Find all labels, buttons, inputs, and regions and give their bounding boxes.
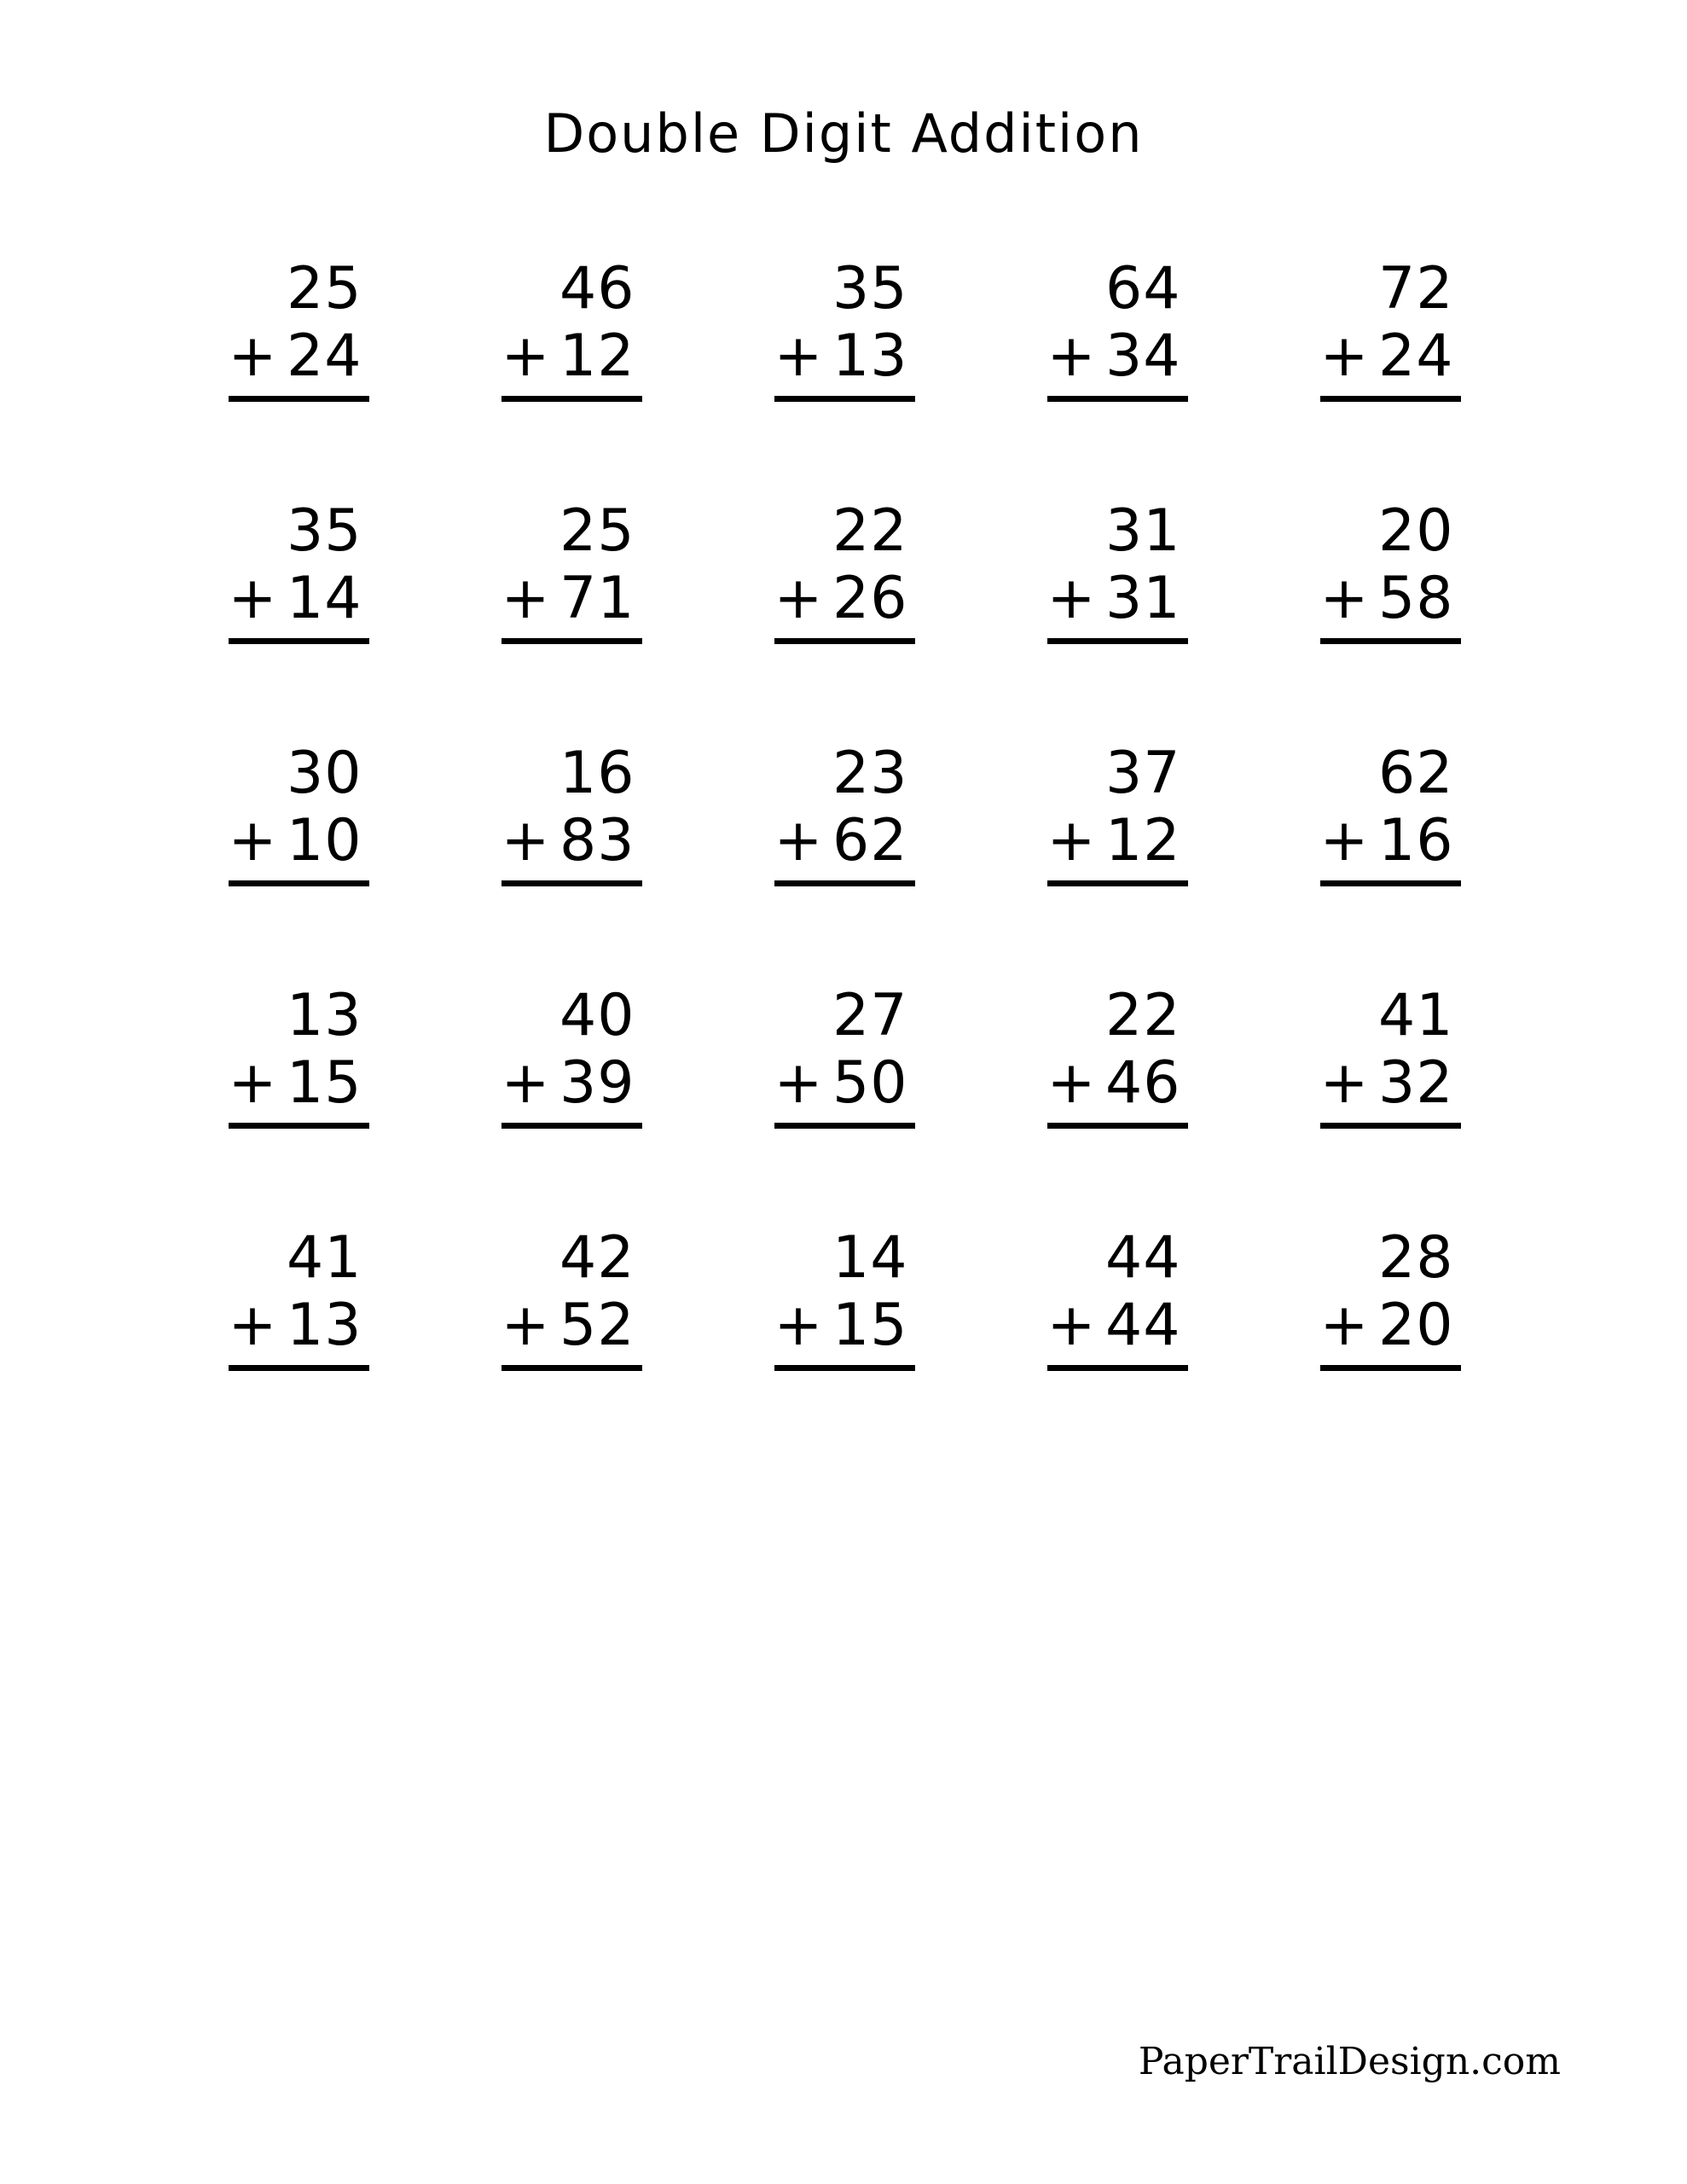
problem-21	[162, 1225, 435, 1406]
addend-bottom-row	[501, 808, 642, 875]
sum-rule	[1320, 396, 1461, 402]
plus-sign-icon: +	[501, 1048, 551, 1117]
addend-top: 44	[1104, 1224, 1181, 1292]
addend-bottom: 58	[1377, 564, 1454, 632]
addend-top: 37	[1104, 740, 1181, 807]
addend-bottom: 34	[1104, 322, 1181, 390]
addend-bottom-row	[229, 1292, 369, 1360]
problem-16	[162, 983, 435, 1164]
addend-top: 42	[559, 1224, 635, 1292]
addend-bottom: 31	[1104, 564, 1181, 632]
plus-sign-icon: +	[228, 1291, 278, 1359]
addend-top: 35	[832, 255, 908, 322]
sum-rule	[229, 1365, 369, 1371]
addend-bottom-row	[1320, 1050, 1461, 1118]
addend-top: 25	[286, 255, 362, 322]
problem-11	[162, 741, 435, 921]
addend-bottom: 39	[559, 1048, 635, 1117]
sum-rule	[501, 1123, 642, 1129]
problem-7	[435, 498, 708, 679]
plus-sign-icon: +	[1046, 1291, 1097, 1359]
addend-top: 23	[832, 740, 908, 807]
sum-rule	[774, 880, 915, 886]
problem-24	[981, 1225, 1254, 1406]
addend-bottom-row	[501, 323, 642, 391]
addend-top: 64	[1104, 255, 1181, 322]
problem-19	[981, 983, 1254, 1164]
addend-bottom: 62	[832, 806, 908, 874]
addend-bottom: 26	[832, 564, 908, 632]
plus-sign-icon: +	[1319, 806, 1370, 874]
problem-25	[1254, 1225, 1527, 1406]
problem-5	[1254, 256, 1527, 437]
brand-credit: PaperTrailDesign.com	[1138, 2040, 1561, 2083]
problem-12	[435, 741, 708, 921]
plus-sign-icon: +	[228, 564, 278, 632]
sum-rule	[1320, 880, 1461, 886]
problem-6	[162, 498, 435, 679]
plus-sign-icon: +	[774, 1291, 824, 1359]
addend-bottom: 12	[1104, 806, 1181, 874]
sum-rule	[774, 396, 915, 402]
problem-13	[708, 741, 981, 921]
plus-sign-icon: +	[501, 564, 551, 632]
addend-bottom-row	[1047, 1050, 1188, 1118]
plus-sign-icon: +	[774, 564, 824, 632]
sum-rule	[774, 1123, 915, 1129]
addend-bottom: 10	[286, 806, 362, 874]
addend-bottom: 15	[832, 1291, 908, 1359]
problem-9	[981, 498, 1254, 679]
plus-sign-icon: +	[501, 322, 551, 390]
problem-15	[1254, 741, 1527, 921]
addend-bottom: 14	[286, 564, 362, 632]
addend-bottom-row	[774, 566, 915, 633]
addend-bottom: 13	[286, 1291, 362, 1359]
addend-top: 40	[559, 982, 635, 1049]
addend-top: 28	[1377, 1224, 1454, 1292]
addend-bottom: 16	[1377, 806, 1454, 874]
sum-rule	[1047, 396, 1188, 402]
addend-bottom-row	[1320, 323, 1461, 391]
addend-bottom-row	[774, 808, 915, 875]
plus-sign-icon: +	[228, 806, 278, 874]
sum-rule	[229, 1123, 369, 1129]
addend-bottom-row	[501, 1292, 642, 1360]
addend-top: 13	[286, 982, 362, 1049]
plus-sign-icon: +	[228, 1048, 278, 1117]
addend-top: 31	[1104, 497, 1181, 565]
plus-sign-icon: +	[774, 1048, 824, 1117]
problem-17	[435, 983, 708, 1164]
problem-10	[1254, 498, 1527, 679]
sum-rule	[774, 638, 915, 644]
problem-20	[1254, 983, 1527, 1164]
addend-top: 35	[286, 497, 362, 565]
addend-bottom: 24	[286, 322, 362, 390]
addend-bottom-row	[229, 323, 369, 391]
sum-rule	[1047, 638, 1188, 644]
addend-bottom-row	[1047, 1292, 1188, 1360]
addend-top: 14	[832, 1224, 908, 1292]
addend-bottom: 46	[1104, 1048, 1181, 1117]
plus-sign-icon: +	[1046, 1048, 1097, 1117]
plus-sign-icon: +	[1319, 322, 1370, 390]
addend-bottom-row	[1320, 566, 1461, 633]
sum-rule	[774, 1365, 915, 1371]
plus-sign-icon: +	[774, 806, 824, 874]
sum-rule	[1320, 638, 1461, 644]
plus-sign-icon: +	[774, 322, 824, 390]
addend-top: 41	[286, 1224, 362, 1292]
plus-sign-icon: +	[1046, 564, 1097, 632]
addend-top: 41	[1377, 982, 1454, 1049]
addend-bottom: 44	[1104, 1291, 1181, 1359]
addend-top: 27	[832, 982, 908, 1049]
addend-top: 16	[559, 740, 635, 807]
addend-bottom: 32	[1377, 1048, 1454, 1117]
plus-sign-icon: +	[1319, 1048, 1370, 1117]
sum-rule	[229, 880, 369, 886]
addend-bottom-row	[774, 1292, 915, 1360]
problem-4	[981, 256, 1254, 437]
addend-bottom-row	[229, 808, 369, 875]
addend-bottom: 24	[1377, 322, 1454, 390]
addend-top: 22	[1104, 982, 1181, 1049]
problem-18	[708, 983, 981, 1164]
addend-top: 62	[1377, 740, 1454, 807]
sum-rule	[501, 396, 642, 402]
addend-bottom: 15	[286, 1048, 362, 1117]
sum-rule	[501, 1365, 642, 1371]
problem-grid	[162, 256, 1527, 1406]
plus-sign-icon: +	[1046, 806, 1097, 874]
problem-23	[708, 1225, 981, 1406]
plus-sign-icon: +	[1319, 564, 1370, 632]
addend-top: 20	[1377, 497, 1454, 565]
sum-rule	[501, 638, 642, 644]
sum-rule	[1047, 1365, 1188, 1371]
addend-top: 25	[559, 497, 635, 565]
plus-sign-icon: +	[1046, 322, 1097, 390]
problem-3	[708, 256, 981, 437]
sum-rule	[229, 396, 369, 402]
problem-1	[162, 256, 435, 437]
addend-bottom-row	[1047, 808, 1188, 875]
addend-bottom-row	[501, 566, 642, 633]
addend-bottom-row	[1320, 808, 1461, 875]
addend-bottom-row	[774, 1050, 915, 1118]
addend-bottom: 20	[1377, 1291, 1454, 1359]
addend-bottom-row	[501, 1050, 642, 1118]
addend-bottom: 71	[559, 564, 635, 632]
problem-2	[435, 256, 708, 437]
addend-top: 46	[559, 255, 635, 322]
addend-bottom: 13	[832, 322, 908, 390]
addend-bottom-row	[1047, 566, 1188, 633]
plus-sign-icon: +	[501, 806, 551, 874]
sum-rule	[1047, 880, 1188, 886]
plus-sign-icon: +	[501, 1291, 551, 1359]
sum-rule	[501, 880, 642, 886]
addend-bottom-row	[1047, 323, 1188, 391]
addend-bottom: 12	[559, 322, 635, 390]
addend-top: 30	[286, 740, 362, 807]
addend-bottom-row	[1320, 1292, 1461, 1360]
addend-top: 22	[832, 497, 908, 565]
addend-top: 72	[1377, 255, 1454, 322]
sum-rule	[1320, 1365, 1461, 1371]
sum-rule	[1047, 1123, 1188, 1129]
plus-sign-icon: +	[1319, 1291, 1370, 1359]
addend-bottom-row	[229, 566, 369, 633]
addend-bottom-row	[774, 323, 915, 391]
problem-8	[708, 498, 981, 679]
problem-22	[435, 1225, 708, 1406]
addend-bottom: 50	[832, 1048, 908, 1117]
addend-bottom: 52	[559, 1291, 635, 1359]
sum-rule	[1320, 1123, 1461, 1129]
page-title: Double Digit Addition	[543, 102, 1144, 165]
sum-rule	[229, 638, 369, 644]
addend-bottom-row	[229, 1050, 369, 1118]
plus-sign-icon: +	[228, 322, 278, 390]
problem-14	[981, 741, 1254, 921]
addend-bottom: 83	[559, 806, 635, 874]
